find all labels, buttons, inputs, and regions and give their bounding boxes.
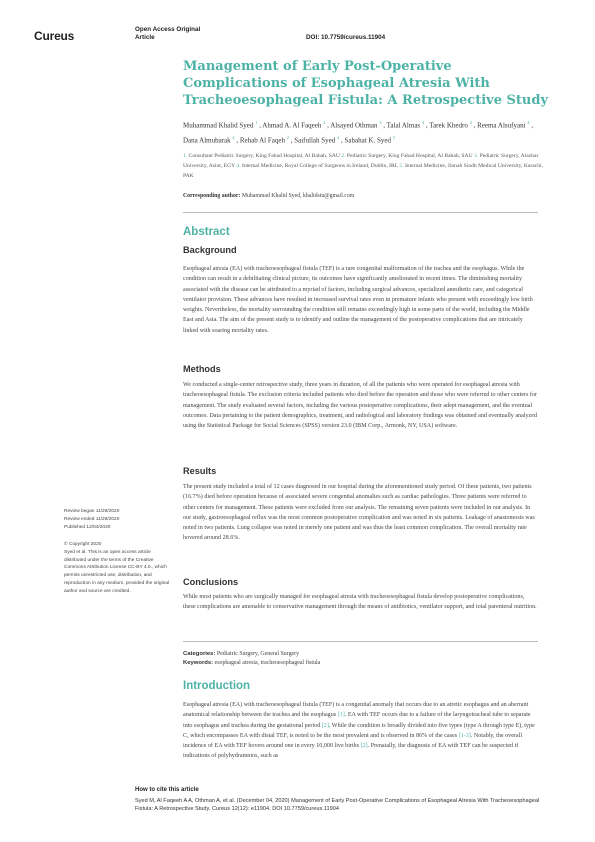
divider <box>183 641 538 642</box>
divider <box>183 212 538 213</box>
journal-logo: Cureus <box>34 29 75 43</box>
reference-link[interactable]: [1] <box>337 712 345 719</box>
author-affiliation-number: 2 <box>323 120 326 125</box>
author-name[interactable]: Alsayed Othman <box>330 121 380 130</box>
keywords <box>183 659 538 668</box>
results-text: The present study included a total of 12 cases diagnosed in our hospital during the aforementioned study period. Of these patients, two patients (16.7%) died before operation because of associated severe congenital anomalies such as cardiac pathologies. Three patients were referred to other centers for management. These patients were excluded from our analysis. The remaining seven patients were included in our analysis. In our study, gastroesophageal reflux was the most common postoperative complication and was noted in six patients. Leakage of anastomosis was noted in two patients. Lung collapse was noted in merely one patient and was thus the least common complication. The overall mortality rate hovered around 28.6%. <box>183 484 535 542</box>
reference-link[interactable]: [2] <box>360 743 368 750</box>
review-sidebar <box>64 508 172 531</box>
author-name[interactable]: Saifullah Syed <box>294 136 338 145</box>
affiliation-text: Internal Medicine, Jinnah Sindh Medical University, Karachi, PAK <box>183 162 543 179</box>
introduction-segment: . Notably, the overall incidence of EA with TEF hovers around one in every 10,000 live births <box>183 732 523 750</box>
article-type <box>135 26 200 42</box>
open-access-label: Open Access Original <box>135 26 201 33</box>
affiliation-number: 1. <box>183 153 189 159</box>
author-affiliation-number: 5 <box>392 134 395 140</box>
author-name[interactable]: Dana Almubarak <box>183 136 233 145</box>
license-sidebar <box>64 541 172 596</box>
introduction-segment: . EA with TEF occurs due to a failure of the laryngotracheal tube to separate into esophagus and trachea during the gestational period <box>183 712 531 729</box>
author-name[interactable]: Ahmad A. Al Faqeeh <box>262 121 324 130</box>
author-affiliation-number: 4 <box>337 134 340 140</box>
author-affiliation-number: 4 <box>527 120 530 125</box>
citation-text: Syed M, Al Faqeeh A A, Othman A, et al. (December 04, 2020) Management of Early Post-Operative Complications of Esophageal Atresia With Tracheoesophageal Fistula: A Retrospective Study. Cureus 12(12): e11904. DOI 10.7759/cureus.11904 <box>135 798 540 812</box>
author-name[interactable]: Talal Almas <box>386 121 422 130</box>
author-affiliation-number: 3 <box>379 120 382 125</box>
review-began: Review began 11/28/2020 <box>64 509 120 514</box>
affiliation-text: Pediatric Surgery, Alazhar University, Asiut, EGY <box>183 153 539 169</box>
abstract-heading: Abstract <box>183 226 230 238</box>
introduction-segment: . Prenatally, the diagnosis of EA with TEF can be suspected if indications of polyhydramnios, such as <box>183 743 519 760</box>
author-affiliation-number: 4 <box>421 120 425 125</box>
results-heading: Results <box>183 466 217 476</box>
keywords-value: esophageal atresia, tracheoesophageal fistula <box>214 660 321 666</box>
corresponding-author <box>183 193 543 199</box>
author-name[interactable]: Sabahat K. Syed <box>344 136 393 145</box>
author-name[interactable]: Muhammad Khalid Syed <box>183 121 256 130</box>
copyright: © Copyright 2020 <box>64 542 102 547</box>
affiliation-text: Consultant Pediatric Surgery, King Fahad Hospital, Al Bahah, SAU <box>188 153 340 159</box>
author-name[interactable]: Reema Alsufyani <box>477 121 528 130</box>
author-affiliation-number: 2 <box>286 134 289 140</box>
conclusions-heading: Conclusions <box>183 577 239 587</box>
corresponding-author-label: Corresponding author: <box>183 193 241 199</box>
review-ended: Review ended 11/28/2020 <box>64 516 120 522</box>
author-list: Muhammad Khalid Syed $^1$ , Ahmad A. Al Faqeeh $^2$ , Alsayed Othman $^3$ , Talal Almas $^4$ , Tarek Khedro $^4$ , Reema Alsufyani $^4$ , Dana Almubarak $^4$ , Rehab Al Faqeh $^2$ , Saifullah Syed $^4$ , Sabahat K. Syed $^5$ <box>183 120 534 145</box>
author-name[interactable]: Tarek Khedro <box>429 121 470 130</box>
corresponding-author-value[interactable]: Muhammad Khalid Syed, khalidsiu@gmail.com <box>241 193 355 199</box>
reference-link[interactable]: [1-3] <box>458 732 471 739</box>
article-title: Management of Early Post-Operative Complications of Esophageal Atresia With Tracheoesophageal Fistula: A Retrospective Study <box>183 59 549 108</box>
license-text: Syed et al. This is an open access article distributed under the terms of the Creative Commons Attribution License CC-BY 4.0., which permits unrestricted use, distribution, and reproduction in any medium, provided the original author and source are credited. <box>64 549 170 594</box>
categories-label: Categories: <box>183 651 216 657</box>
affiliation-number: 4. <box>236 162 242 169</box>
introduction-segment: . While the condition is broadly divided into five types (type A through type E), type C, which encompasses EA with distal TEF, is noted to be the most prevalent and is observed in 86% of the cases <box>183 722 535 739</box>
author-name[interactable]: Rehab Al Faqeh <box>239 136 287 145</box>
article-label: Article <box>135 34 155 41</box>
categories-value[interactable]: Pediatric Surgery, General Surgery <box>216 651 300 657</box>
author-affiliation-number: 1 <box>255 120 258 125</box>
background-text: Esophageal atresia (EA) with tracheoesophageal fistula (TEF) is a rare congenital malformation of the trachea and the esophagus. While the condition can result in a debilitating clinical picture, its outcomes have significantly ameliorated in recent times. The diminishing mortality associated with the disease can be attributed to a myriad of factors, including surgical advances, specialized anesthetic care, and categorical ventilator provision. These advances have resulted in increased survival rates even in premature infants who present with exceedingly low birth weights. Nevertheless, the mortality surrounding the condition still remains exceedingly high in some parts of the world, including the Middle East and Asia. The aim of the present study is to identify and outline the management of the postoperative complications that are intricately linked with soaring mortality rates. <box>183 266 533 334</box>
affiliation-text: Internal Medicine, Royal College of Surgeons in Ireland, Dublin, IRL <box>241 162 398 169</box>
methods-text: We conducted a single-center retrospective study, three years in duration, of all the patients who were operated for esophageal atresia with tracheoesophageal fistula. The exclusion criteria included patients who died before the operation and those who were referred to other centers for management. The study evaluated several factors, including the various postoperative complications, their adept management, and the eventual outcomes. Data pertaining to the patient demographics, treatment, and radiological and laboratory findings was obtained and eventually analyzed using the Statistical Package for Social Sciences (SPSS) version 23.0 (IBM Corp., Armonk, NY, USA) software. <box>183 382 538 430</box>
author-affiliation-number: 4 <box>469 120 472 125</box>
affiliation-number: 5. <box>399 162 405 169</box>
background-heading: Background <box>183 245 237 255</box>
methods-heading: Methods <box>183 364 221 374</box>
header-doi[interactable]: DOI: 10.7759/cureus.11904 <box>306 34 386 41</box>
affiliation-number: 3. <box>474 153 480 159</box>
keywords-label: Keywords: <box>183 660 214 666</box>
author-affiliation-number: 4 <box>232 134 235 140</box>
conclusions-text: While most patients who are surgically managed for esophageal atresia with tracheoesophageal fistula develop postoperative complications, these complications are amenable to conservative management through the means of antibiotics, ventilator support, and total parenteral nutrition. <box>183 594 537 611</box>
affiliation-list <box>183 152 543 181</box>
introduction-segment: Esophageal atresia (EA) with tracheoesophageal fistula (TEF) is a congenital anomaly that occurs due to an atretic esophagus and an aberrant anatomical relationship between the trachea and the esophagus <box>183 702 529 719</box>
affiliation-number: 2. <box>341 153 347 159</box>
categories <box>183 650 538 659</box>
reference-link[interactable]: [2] <box>321 722 329 729</box>
introduction-heading: Introduction <box>183 680 251 692</box>
introduction-text <box>183 700 538 762</box>
published-date: Published 12/04/2020 <box>64 524 111 530</box>
citation-heading: How to cite this article <box>135 787 199 793</box>
affiliation-text: Pediatric Surgery, King Fahad Hospital, Al Bahah, SAU <box>346 153 473 159</box>
